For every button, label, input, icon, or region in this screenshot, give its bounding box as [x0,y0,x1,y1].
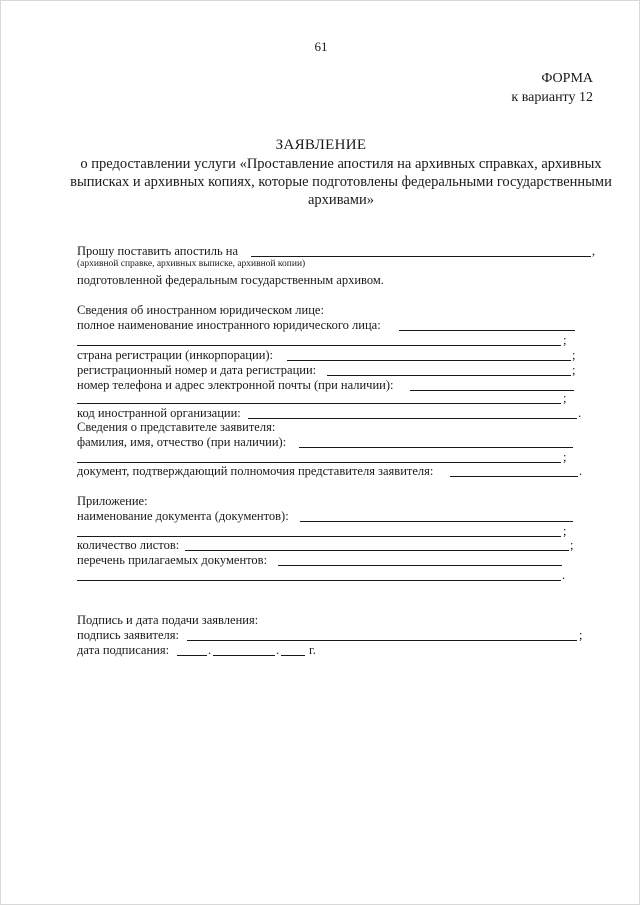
documents-list-field-cont[interactable] [77,580,561,581]
request-hint: (архивной справке, архивных выписке, архивной копии) [77,259,306,269]
org-code-label: код иностранной организации: [77,406,241,420]
contacts-field[interactable] [410,390,574,391]
semicolon: ; [563,333,567,347]
full-name-field-cont[interactable] [77,345,561,346]
signing-date-label: дата подписания: [77,643,170,657]
sheets-label: количество листов: [77,538,180,552]
form-variant: к варианту 12 [511,90,593,105]
org-code-field[interactable] [248,418,577,419]
contacts-label: номер телефона и адрес электронной почты (при наличии): [77,378,394,392]
period: . [579,464,583,478]
doc-name-field-cont[interactable] [77,536,561,537]
date-year-field[interactable] [281,655,305,656]
fio-field[interactable] [299,447,573,448]
period: . [208,643,212,657]
doc-name-field[interactable] [300,521,573,522]
fio-field-cont[interactable] [77,462,561,463]
semicolon: ; [563,524,567,538]
attachment-heading: Приложение: [77,494,148,508]
semicolon: ; [563,450,567,464]
year-suffix: г. [309,643,316,657]
sheets-field[interactable] [185,550,569,551]
date-day-field[interactable] [177,655,207,656]
authority-document-label: документ, подтверждающий полномочия представителя заявителя: [77,464,434,478]
applicant-signature-field[interactable] [187,640,577,641]
foreign-entity-heading: Сведения об иностранном юридическом лице: [77,303,324,317]
full-name-label: полное наименование иностранного юридического лица: [77,318,381,332]
period: . [276,643,280,657]
date-month-field[interactable] [213,655,275,656]
authority-document-field[interactable] [450,476,578,477]
representative-heading: Сведения о представителе заявителя: [77,420,276,434]
full-name-field[interactable] [399,330,575,331]
country-label: страна регистрации (инкорпорации): [77,348,274,362]
form-label: ФОРМА [541,71,593,86]
request-field[interactable] [251,256,591,257]
country-field[interactable] [287,360,571,361]
semicolon: ; [563,391,567,405]
reg-number-label: регистрационный номер и дата регистрации: [77,363,317,377]
documents-list-label: перечень прилагаемых документов: [77,553,268,567]
documents-list-field[interactable] [278,565,562,566]
period: . [578,406,582,420]
semicolon: ; [572,363,576,377]
contacts-field-cont[interactable] [77,403,561,404]
signature-heading: Подпись и дата подачи заявления: [77,613,259,627]
page-number: 61 [314,39,328,54]
semicolon: ; [579,628,583,642]
period: . [562,568,566,582]
form-header [511,69,593,107]
doc-name-label: наименование документа (документов): [77,509,289,523]
request-after: подготовленной федеральным государственным архивом. [77,273,384,287]
applicant-signature-label: подпись заявителя: [77,628,179,642]
reg-number-field[interactable] [327,375,571,376]
semicolon: ; [570,538,574,552]
comma: , [592,244,596,258]
request-label: Прошу поставить апостиль на [77,244,239,258]
fio-label: фамилия, имя, отчество (при наличии): [77,435,287,449]
semicolon: ; [572,348,576,362]
document-subtitle: о предоставлении услуги «Проставление апостиля на архивных справках, архивных выписках и архивных копиях, которые подготовлены федеральными государственными архивами» [70,156,612,208]
document-title: ЗАЯВЛЕНИЕ [275,137,367,153]
